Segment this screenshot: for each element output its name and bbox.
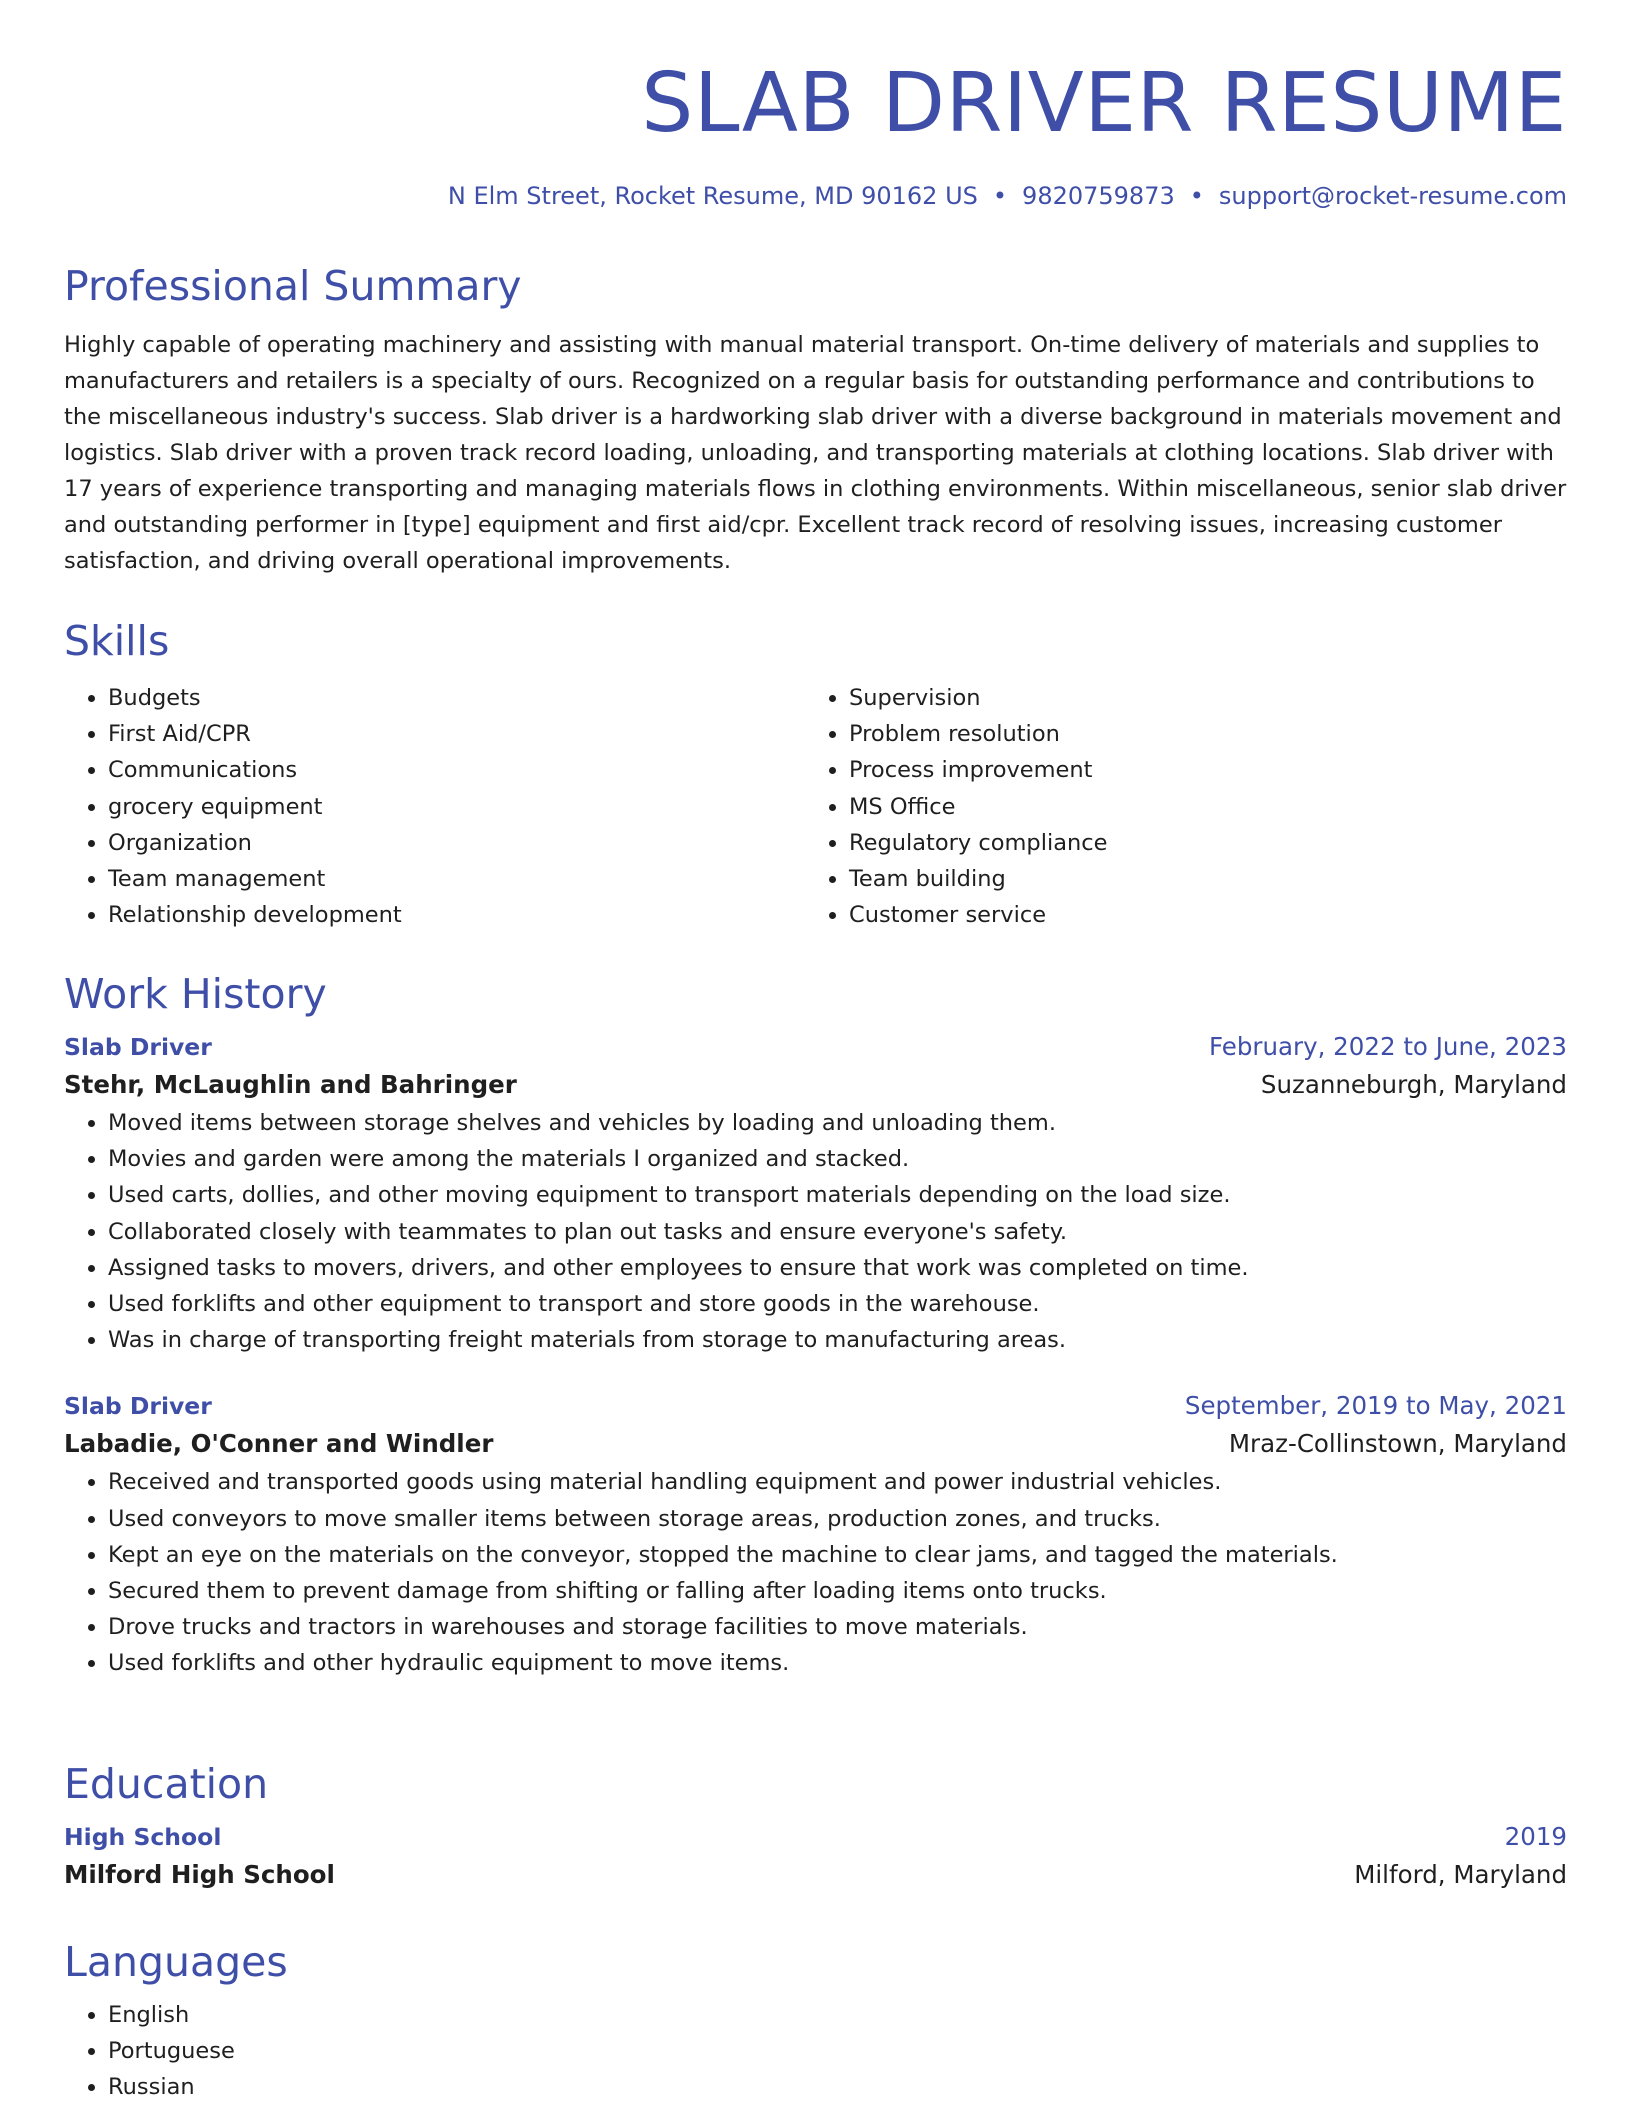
- work-history-heading: Work History: [64, 970, 327, 1018]
- skill-item: • Communications: [108, 752, 805, 788]
- language-item: • English: [108, 1997, 1567, 2033]
- language-item: • Russian: [108, 2069, 1567, 2105]
- job-employer: Labadie, O'Conner and Windler: [64, 1429, 494, 1459]
- job-bullet: • Secured them to prevent damage from shifting or falling after loading items onto trucks.: [108, 1573, 1567, 1609]
- summary-text: Highly capable of operating machinery and assisting with manual material transport. On-time delivery of materials and supplies to manufacturers and retailers is a specialty of ours. Recognized on a regular basis for outstanding performance and contributions to the miscellaneous industry's success. Slab driver is a hardworking slab driver with a diverse background in materials movement and logistics. Slab driver with a proven track record loading, unloading, and transporting materials at clothing locations. Slab driver with 17 years of experience transporting and managing materials flows in clothing environments. Within miscellaneous, senior slab driver and outstanding performer in [type] equipment and first aid/cpr. Excellent track record of resolving issues, increasing customer satisfaction, and driving overall operational improvements.: [64, 332, 1567, 574]
- job-dates: September, 2019 to May, 2021: [1184, 1391, 1567, 1421]
- job-title: Slab Driver: [64, 1392, 212, 1421]
- languages-heading: Languages: [64, 1938, 288, 1986]
- work-history-section: [64, 969, 1567, 1682]
- skills-column-left: [64, 680, 805, 933]
- skill-item: • Problem resolution: [849, 716, 1546, 752]
- address-text: N Elm Street, Rocket Resume, MD 90162 US: [447, 182, 978, 210]
- education-location: Milford, Maryland: [1354, 1860, 1567, 1889]
- job-location: Mraz-Collinstown, Maryland: [1228, 1429, 1567, 1459]
- job-bullet: • Used carts, dollies, and other moving equipment to transport materials depending on the load size.: [108, 1177, 1567, 1213]
- job-bullet: • Used forklifts and other equipment to transport and store goods in the warehouse.: [108, 1286, 1567, 1322]
- education-school: Milford High School: [64, 1860, 335, 1889]
- contact-line: [64, 180, 1567, 212]
- skills-grid: [64, 680, 1567, 933]
- education-degree-row: [64, 1819, 1567, 1855]
- languages-section: [64, 1937, 1567, 2106]
- job-bullet-list: [64, 1464, 1567, 1681]
- skill-item: • Team building: [849, 861, 1546, 897]
- job-entry: [64, 1388, 1567, 1681]
- job-bullet: • Moved items between storage shelves and vehicles by loading and unloading them.: [108, 1105, 1567, 1141]
- job-bullet: • Used forklifts and other hydraulic equipment to move items.: [108, 1645, 1567, 1681]
- summary-heading: Professional Summary: [64, 262, 522, 310]
- education-year: 2019: [1504, 1822, 1567, 1851]
- skills-section: [64, 616, 1567, 933]
- job-bullet: • Used conveyors to move smaller items between storage areas, production zones, and trucks.: [108, 1501, 1567, 1537]
- email-link[interactable]: support@rocket-resume.com: [1218, 182, 1567, 210]
- separator-bullet: •: [992, 182, 1008, 210]
- job-title-row: [64, 1029, 1567, 1065]
- job-employer-row: [64, 1065, 1567, 1105]
- skills-heading: Skills: [64, 617, 170, 665]
- resume-title: SLAB DRIVER RESUME: [641, 56, 1567, 151]
- job-location: Suzanneburgh, Maryland: [1260, 1070, 1567, 1099]
- skill-item: • Relationship development: [108, 897, 805, 933]
- skill-item: • MS Office: [849, 789, 1546, 825]
- skills-column-right: [805, 680, 1546, 933]
- job-employer: Stehr, McLaughlin and Bahringer: [64, 1070, 517, 1099]
- skill-item: • Budgets: [108, 680, 805, 716]
- phone-text: 9820759873: [1022, 182, 1175, 210]
- job-bullet: • Received and transported goods using material handling equipment and power industrial vehicles.: [108, 1464, 1567, 1500]
- education-entry: [64, 1819, 1567, 1895]
- job-bullet: • Was in charge of transporting freight materials from storage to manufacturing areas.: [108, 1322, 1567, 1358]
- job-entry: [64, 1029, 1567, 1358]
- skill-item: • Organization: [108, 825, 805, 861]
- job-employer-row: [64, 1424, 1567, 1464]
- skill-item: • Customer service: [849, 897, 1546, 933]
- skill-item: • Supervision: [849, 680, 1546, 716]
- skill-item: • First Aid/CPR: [108, 716, 805, 752]
- skill-item: • Regulatory compliance: [849, 825, 1546, 861]
- separator-bullet: •: [1189, 182, 1204, 210]
- skill-item: • Process improvement: [849, 752, 1546, 788]
- education-degree: High School: [64, 1823, 222, 1851]
- education-heading: Education: [64, 1760, 269, 1808]
- job-title: Slab Driver: [64, 1033, 212, 1061]
- job-bullet: • Drove trucks and tractors in warehouses and storage facilities to move materials.: [108, 1609, 1567, 1645]
- job-bullet: • Movies and garden were among the materials I organized and stacked.: [108, 1141, 1567, 1177]
- job-bullet: • Assigned tasks to movers, drivers, and other employees to ensure that work was completed on time.: [108, 1250, 1567, 1286]
- skill-item: • Team management: [108, 861, 805, 897]
- job-bullet: • Kept an eye on the materials on the conveyor, stopped the machine to clear jams, and tagged the materials.: [108, 1537, 1567, 1573]
- summary-section: [64, 261, 1567, 579]
- languages-list: [64, 1997, 1567, 2106]
- job-bullet-list: [64, 1105, 1567, 1358]
- skill-item: • grocery equipment: [108, 789, 805, 825]
- job-bullet: • Collaborated closely with teammates to plan out tasks and ensure everyone's safety.: [108, 1214, 1567, 1250]
- education-section: [64, 1759, 1567, 1895]
- language-item: • Portuguese: [108, 2033, 1567, 2069]
- job-title-row: [64, 1388, 1567, 1424]
- education-school-row: [64, 1855, 1567, 1895]
- job-dates: February, 2022 to June, 2023: [1209, 1032, 1567, 1061]
- resume-page: [64, 0, 1567, 2101]
